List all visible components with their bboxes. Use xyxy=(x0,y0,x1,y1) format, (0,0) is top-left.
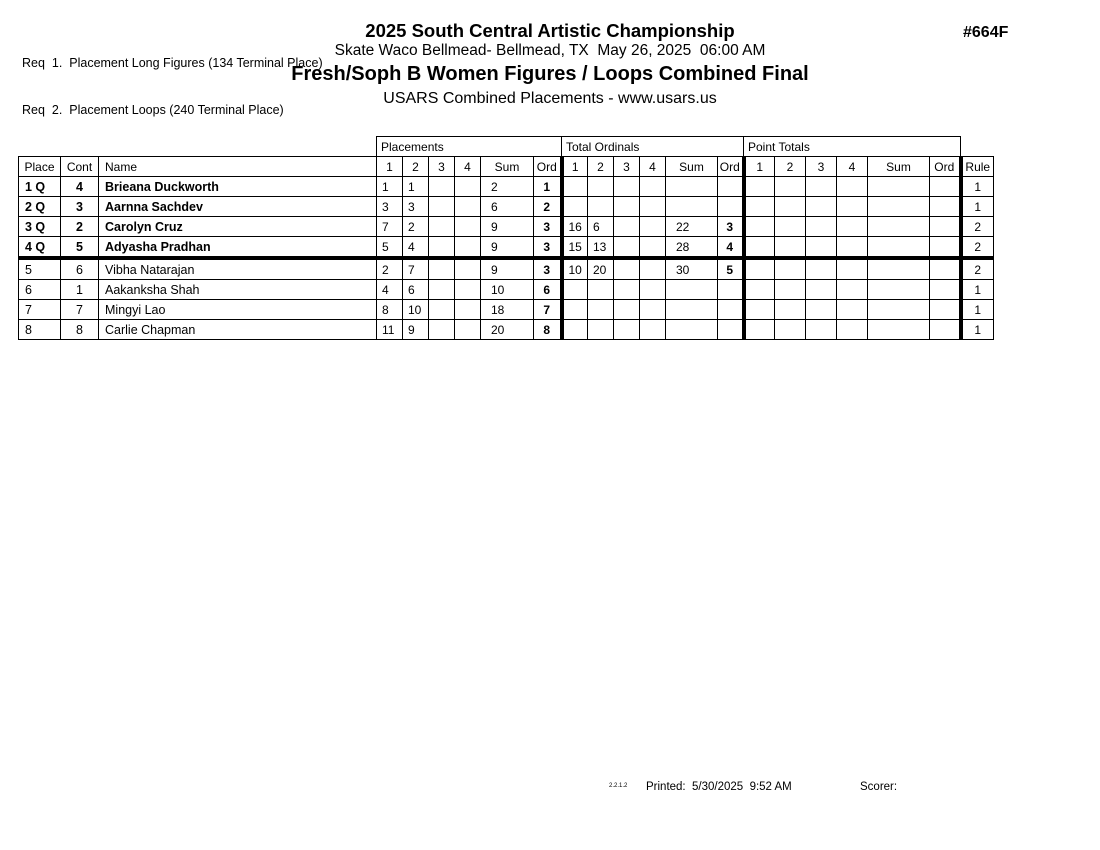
cell-p-sum: 20 xyxy=(481,320,534,340)
cell-place: 4 Q xyxy=(19,237,61,259)
cell-t-ord: 5 xyxy=(718,258,744,280)
cell-cont: 4 xyxy=(61,177,99,197)
cell-pt-ord xyxy=(930,320,961,340)
group-placements: Placements xyxy=(377,137,562,157)
cell-t4 xyxy=(640,300,666,320)
cell-p4 xyxy=(455,217,481,237)
cell-t1: 10 xyxy=(562,258,588,280)
header-pt-ord: Ord xyxy=(930,157,961,177)
cell-t3 xyxy=(614,197,640,217)
cell-t2 xyxy=(588,320,614,340)
cell-p2: 10 xyxy=(403,300,429,320)
cell-name: Mingyi Lao xyxy=(99,300,377,320)
cell-cont: 8 xyxy=(61,320,99,340)
cell-rule: 1 xyxy=(961,320,994,340)
cell-pt-sum xyxy=(868,177,930,197)
cell-place: 8 xyxy=(19,320,61,340)
cell-t2: 13 xyxy=(588,237,614,259)
cell-pt2 xyxy=(775,237,806,259)
cell-t3 xyxy=(614,177,640,197)
cell-p3 xyxy=(429,320,455,340)
cell-name: Aakanksha Shah xyxy=(99,280,377,300)
cell-p-ord: 2 xyxy=(534,197,562,217)
cell-t-sum xyxy=(666,177,718,197)
cell-p-ord: 6 xyxy=(534,280,562,300)
header-cont: Cont xyxy=(61,157,99,177)
cell-t4 xyxy=(640,197,666,217)
cell-t2 xyxy=(588,177,614,197)
header-p3: 3 xyxy=(429,157,455,177)
table-row xyxy=(19,177,994,197)
cell-t1 xyxy=(562,280,588,300)
cell-p1: 8 xyxy=(377,300,403,320)
header-p4: 4 xyxy=(455,157,481,177)
event-title: Fresh/Soph B Women Figures / Loops Combined Final xyxy=(291,63,809,85)
cell-name: Brieana Duckworth xyxy=(99,177,377,197)
group-spacer-right xyxy=(961,137,994,157)
cell-cont: 5 xyxy=(61,237,99,259)
cell-p1: 11 xyxy=(377,320,403,340)
cell-rule: 2 xyxy=(961,237,994,259)
group-spacer-left xyxy=(19,137,377,157)
cell-t-ord: 4 xyxy=(718,237,744,259)
header-rule: Rule xyxy=(961,157,994,177)
cell-pt-sum xyxy=(868,217,930,237)
cell-t2: 6 xyxy=(588,217,614,237)
cell-p3 xyxy=(429,177,455,197)
cell-pt3 xyxy=(806,258,837,280)
cell-t1 xyxy=(562,177,588,197)
cell-t1: 16 xyxy=(562,217,588,237)
cell-t3 xyxy=(614,280,640,300)
software-version: 2.2.1.2 xyxy=(609,783,628,789)
cell-pt2 xyxy=(775,197,806,217)
header-t4: 4 xyxy=(640,157,666,177)
cell-p1: 5 xyxy=(377,237,403,259)
cell-pt3 xyxy=(806,197,837,217)
table-row xyxy=(19,300,994,320)
cell-p2: 6 xyxy=(403,280,429,300)
cell-p-ord: 8 xyxy=(534,320,562,340)
cell-t-sum xyxy=(666,320,718,340)
cell-p2: 4 xyxy=(403,237,429,259)
cell-pt-ord xyxy=(930,177,961,197)
table-row-qualification-cut xyxy=(19,237,994,259)
cell-t4 xyxy=(640,177,666,197)
cell-place: 3 Q xyxy=(19,217,61,237)
cell-t3 xyxy=(614,320,640,340)
cell-pt1 xyxy=(744,217,775,237)
header-pt1: 1 xyxy=(744,157,775,177)
cell-p1: 4 xyxy=(377,280,403,300)
cell-pt2 xyxy=(775,320,806,340)
column-header-row xyxy=(19,157,994,177)
cell-t-sum xyxy=(666,300,718,320)
cell-rule: 1 xyxy=(961,280,994,300)
cell-t-sum: 22 xyxy=(666,217,718,237)
cell-pt2 xyxy=(775,300,806,320)
cell-t2 xyxy=(588,300,614,320)
cell-t-ord xyxy=(718,197,744,217)
cell-name: Carlie Chapman xyxy=(99,320,377,340)
cell-pt2 xyxy=(775,258,806,280)
printed-timestamp: Printed: 5/30/2025 9:52 AM xyxy=(646,781,792,793)
cell-pt1 xyxy=(744,177,775,197)
cell-pt-sum xyxy=(868,280,930,300)
cell-p3 xyxy=(429,300,455,320)
cell-name: Adyasha Pradhan xyxy=(99,237,377,259)
scorer-label: Scorer: xyxy=(860,781,898,793)
cell-p-sum: 6 xyxy=(481,197,534,217)
cell-t1 xyxy=(562,197,588,217)
table-row xyxy=(19,320,994,340)
cell-t3 xyxy=(614,217,640,237)
cell-pt2 xyxy=(775,217,806,237)
table-row xyxy=(19,197,994,217)
req-line-1: Req 1. Placement Long Figures (134 Terminal Place) xyxy=(22,56,323,70)
group-total-ordinals: Total Ordinals xyxy=(562,137,744,157)
cell-pt4 xyxy=(837,258,868,280)
cell-p3 xyxy=(429,217,455,237)
cell-place: 5 xyxy=(19,258,61,280)
cell-p3 xyxy=(429,237,455,259)
cell-t4 xyxy=(640,217,666,237)
cell-pt1 xyxy=(744,300,775,320)
cell-place: 7 xyxy=(19,300,61,320)
cell-t-sum xyxy=(666,280,718,300)
cell-pt4 xyxy=(837,300,868,320)
cell-t-sum: 30 xyxy=(666,258,718,280)
cell-cont: 2 xyxy=(61,217,99,237)
cell-p2: 9 xyxy=(403,320,429,340)
group-header-row xyxy=(19,137,994,157)
cell-pt3 xyxy=(806,320,837,340)
cell-p-sum: 18 xyxy=(481,300,534,320)
cell-t1 xyxy=(562,300,588,320)
cell-place: 6 xyxy=(19,280,61,300)
header-p1: 1 xyxy=(377,157,403,177)
cell-p-sum: 9 xyxy=(481,237,534,259)
cell-pt-ord xyxy=(930,280,961,300)
req-line-2: Req 2. Placement Loops (240 Terminal Place) xyxy=(22,102,284,117)
cell-rule: 1 xyxy=(961,177,994,197)
cell-p4 xyxy=(455,177,481,197)
cell-p1: 2 xyxy=(377,258,403,280)
cell-pt1 xyxy=(744,320,775,340)
header-p-sum: Sum xyxy=(481,157,534,177)
header-t2: 2 xyxy=(588,157,614,177)
cell-name: Aarnna Sachdev xyxy=(99,197,377,217)
header-pt3: 3 xyxy=(806,157,837,177)
cell-t-sum xyxy=(666,197,718,217)
cell-pt3 xyxy=(806,300,837,320)
cell-rule: 1 xyxy=(961,300,994,320)
org-line: USARS Combined Placements - www.usars.us xyxy=(383,90,717,107)
cell-pt3 xyxy=(806,217,837,237)
header-t-ord: Ord xyxy=(718,157,744,177)
event-number: #664F xyxy=(963,24,1009,41)
cell-p1: 1 xyxy=(377,177,403,197)
cell-pt-ord xyxy=(930,217,961,237)
cell-cont: 6 xyxy=(61,258,99,280)
cell-p2: 7 xyxy=(403,258,429,280)
cell-cont: 1 xyxy=(61,280,99,300)
cell-pt4 xyxy=(837,177,868,197)
cell-p4 xyxy=(455,237,481,259)
cell-p1: 7 xyxy=(377,217,403,237)
cell-cont: 7 xyxy=(61,300,99,320)
cell-p-ord: 7 xyxy=(534,300,562,320)
cell-p4 xyxy=(455,300,481,320)
header-p-ord: Ord xyxy=(534,157,562,177)
cell-place: 2 Q xyxy=(19,197,61,217)
table-row xyxy=(19,280,994,300)
cell-t4 xyxy=(640,237,666,259)
cell-pt1 xyxy=(744,280,775,300)
cell-pt4 xyxy=(837,237,868,259)
cell-p-sum: 10 xyxy=(481,280,534,300)
cell-t1 xyxy=(562,320,588,340)
cell-p1: 3 xyxy=(377,197,403,217)
cell-rule: 1 xyxy=(961,197,994,217)
cell-t4 xyxy=(640,258,666,280)
header-t3: 3 xyxy=(614,157,640,177)
venue-date-line: Skate Waco Bellmead- Bellmead, TX May 26, 2025 06:00 AM xyxy=(334,42,766,59)
cell-pt-sum xyxy=(868,258,930,280)
cell-t-ord xyxy=(718,177,744,197)
cell-pt4 xyxy=(837,320,868,340)
cell-name: Carolyn Cruz xyxy=(99,217,377,237)
header-name: Name xyxy=(99,157,377,177)
cell-t-ord: 3 xyxy=(718,217,744,237)
cell-rule: 2 xyxy=(961,258,994,280)
cell-pt-ord xyxy=(930,300,961,320)
header-pt-sum: Sum xyxy=(868,157,930,177)
cell-p2: 1 xyxy=(403,177,429,197)
cell-rule: 2 xyxy=(961,217,994,237)
cell-t2: 20 xyxy=(588,258,614,280)
cell-place: 1 Q xyxy=(19,177,61,197)
cell-pt-sum xyxy=(868,237,930,259)
cell-pt1 xyxy=(744,237,775,259)
cell-p3 xyxy=(429,197,455,217)
cell-t1: 15 xyxy=(562,237,588,259)
cell-pt4 xyxy=(837,280,868,300)
cell-p-sum: 9 xyxy=(481,258,534,280)
cell-p-ord: 3 xyxy=(534,258,562,280)
cell-pt3 xyxy=(806,280,837,300)
table-row xyxy=(19,258,994,280)
cell-pt-sum xyxy=(868,300,930,320)
cell-p4 xyxy=(455,320,481,340)
cell-t-ord xyxy=(718,280,744,300)
header-pt4: 4 xyxy=(837,157,868,177)
cell-t3 xyxy=(614,237,640,259)
cell-t-ord xyxy=(718,300,744,320)
cell-pt1 xyxy=(744,258,775,280)
cell-pt-ord xyxy=(930,258,961,280)
cell-t3 xyxy=(614,300,640,320)
cell-t2 xyxy=(588,197,614,217)
header-t1: 1 xyxy=(562,157,588,177)
cell-p-ord: 3 xyxy=(534,217,562,237)
championship-title: 2025 South Central Artistic Championship xyxy=(365,20,735,41)
cell-pt4 xyxy=(837,217,868,237)
header-pt2: 2 xyxy=(775,157,806,177)
results-table xyxy=(18,136,994,340)
table-row xyxy=(19,217,994,237)
cell-pt4 xyxy=(837,197,868,217)
cell-p2: 3 xyxy=(403,197,429,217)
cell-p3 xyxy=(429,258,455,280)
cell-p-sum: 9 xyxy=(481,217,534,237)
cell-p-ord: 3 xyxy=(534,237,562,259)
header-p2: 2 xyxy=(403,157,429,177)
cell-pt3 xyxy=(806,177,837,197)
cell-name: Vibha Natarajan xyxy=(99,258,377,280)
cell-cont: 3 xyxy=(61,197,99,217)
cell-pt-ord xyxy=(930,237,961,259)
header-t-sum: Sum xyxy=(666,157,718,177)
cell-t4 xyxy=(640,280,666,300)
cell-t-ord xyxy=(718,320,744,340)
cell-pt1 xyxy=(744,197,775,217)
group-point-totals: Point Totals xyxy=(744,137,961,157)
cell-pt2 xyxy=(775,177,806,197)
cell-p2: 2 xyxy=(403,217,429,237)
cell-t3 xyxy=(614,258,640,280)
cell-p-ord: 1 xyxy=(534,177,562,197)
cell-p4 xyxy=(455,258,481,280)
cell-pt-sum xyxy=(868,320,930,340)
cell-pt2 xyxy=(775,280,806,300)
cell-p-sum: 2 xyxy=(481,177,534,197)
cell-p4 xyxy=(455,197,481,217)
cell-pt-sum xyxy=(868,197,930,217)
cell-pt3 xyxy=(806,237,837,259)
cell-t4 xyxy=(640,320,666,340)
cell-p3 xyxy=(429,280,455,300)
cell-p4 xyxy=(455,280,481,300)
cell-pt-ord xyxy=(930,197,961,217)
header-place: Place xyxy=(19,157,61,177)
cell-t2 xyxy=(588,280,614,300)
cell-t-sum: 28 xyxy=(666,237,718,259)
